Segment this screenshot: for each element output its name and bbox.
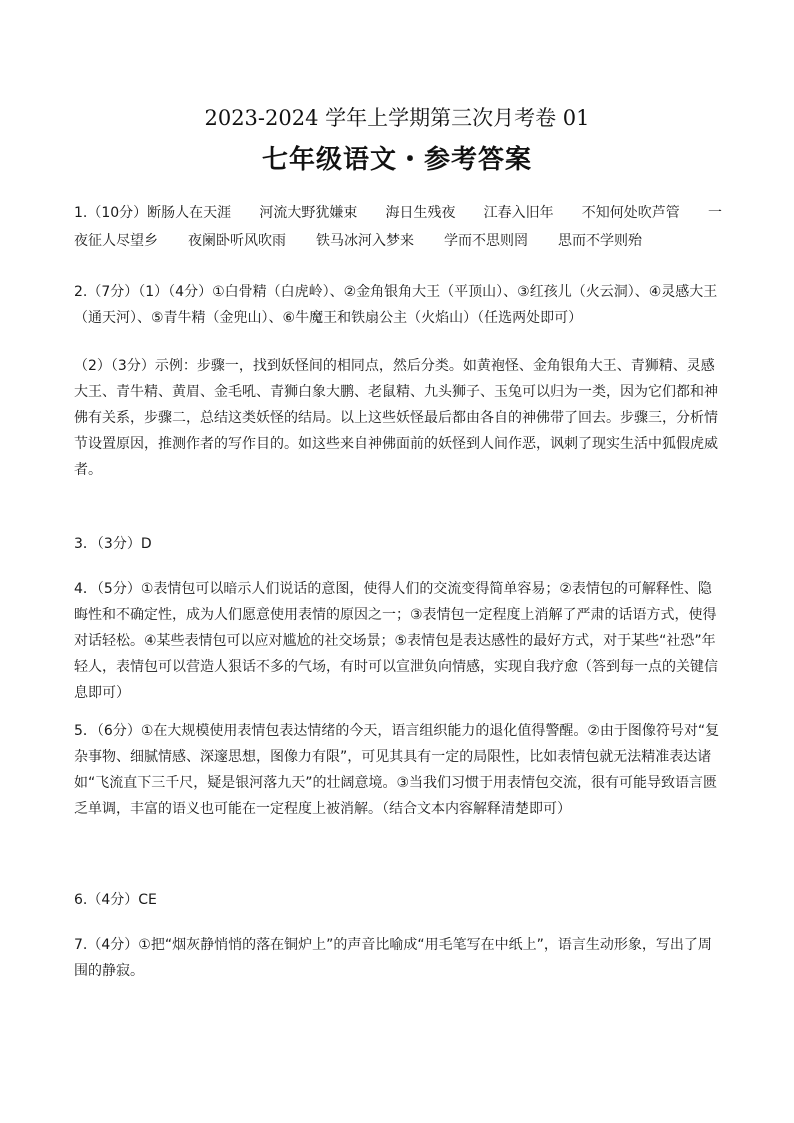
- q1-item: 学而不思则罔: [444, 233, 528, 249]
- answer-q2-part1: 2.（7分）（1）（4分）①白骨精（白虎岭）、②金角银角大王（平顶山）、③红孩儿（火云洞）、④灵感大王（通天河）、⑤青牛精（金兜山）、⑥牛魔王和铁扇公主（火焰山）（任选两处即可）: [74, 284, 718, 326]
- answer-q7: 7.（4分）①把“烟灰静悄悄的落在铜炉上”的声音比喻成“用毛笔写在中纸上”，语言生动形象，写出了周围的静寂。: [74, 937, 712, 979]
- exam-title: 2023-2024 学年上学期第三次月考卷 01: [204, 106, 590, 130]
- q1-item: 夜阑卧听风吹雨: [188, 233, 286, 249]
- q1-item: 不知何处吹芦管: [581, 205, 680, 221]
- answer-q1: [74, 200, 722, 254]
- q1-item: 铁马冰河入梦来: [316, 233, 414, 249]
- q1-item: 夜征人尽望乡: [74, 233, 158, 249]
- q1-item: 一: [707, 205, 722, 221]
- q1-item: 海日生残夜: [385, 205, 456, 221]
- q1-item: 1.（10分）断肠人在天涯: [74, 205, 232, 221]
- answer-q2-part2: （2）（3分）示例：步骤一，找到妖怪间的相同点，然后分类。如黄袍怪、金角银角大王、青狮精、灵感大王、青牛精、黄眉、金毛吼、青狮白象大鹏、老鼠精、九头狮子、玉兔可以归为一类，因为它们都和神佛有关系，步骤二，总结这类妖怪的结局。以上这些妖怪最后都由各自的神佛带了回去。步骤三，分析情节设置原因，推测作者的写作目的。如这些来自神佛面前的妖怪到人间作恶，讽刺了现实生活中狐假虎威者。: [74, 358, 718, 478]
- answer-q5: 5．（6分）①在大规模使用表情包表达情绪的今天，语言组织能力的退化值得警醒。②由于图像符号对“复杂事物、细腻情感、深邃思想，图像力有限”，可见其具有一定的局限性，比如表情包就无法精准表达诸如“飞流直下三千尺，疑是银河落九天”的壮阔意境。③当我们习惯于用表情包交流，很有可能导致语言匮乏单调，丰富的语义也可能在一定程度上被消解。（结合文本内容解释清楚即可）: [74, 723, 720, 817]
- answer-q1-line1: [74, 200, 722, 226]
- q1-item: 江春入旧年: [483, 205, 554, 221]
- answer-q3: 3．（3分）D: [74, 536, 152, 552]
- answer-q4: 4．（5分）①表情包可以暗示人们说话的意图，使得人们的交流变得简单容易；②表情包的可解释性、隐晦性和不确定性，成为人们愿意使用表情的原因之一；③表情包一定程度上消解了严肃的话语方式，使得对话轻松。④某些表情包可以应对尴尬的社交场景；⑤表情包是表达感性的最好方式，对于某些“社恐”年轻人，表情包可以营造人狠话不多的气场，有时可以宣泄负向情感，实现自我疗愈（答到每一点的关键信息即可）: [74, 581, 718, 701]
- q1-item: 河流大野犹嫌束: [259, 205, 358, 221]
- q1-item: 思而不学则殆: [558, 233, 642, 249]
- answer-q6: 6.（4分）CE: [74, 892, 157, 908]
- answer-q1-line2: [74, 228, 722, 254]
- answer-key-subtitle: 七年级语文・参考答案: [261, 145, 532, 175]
